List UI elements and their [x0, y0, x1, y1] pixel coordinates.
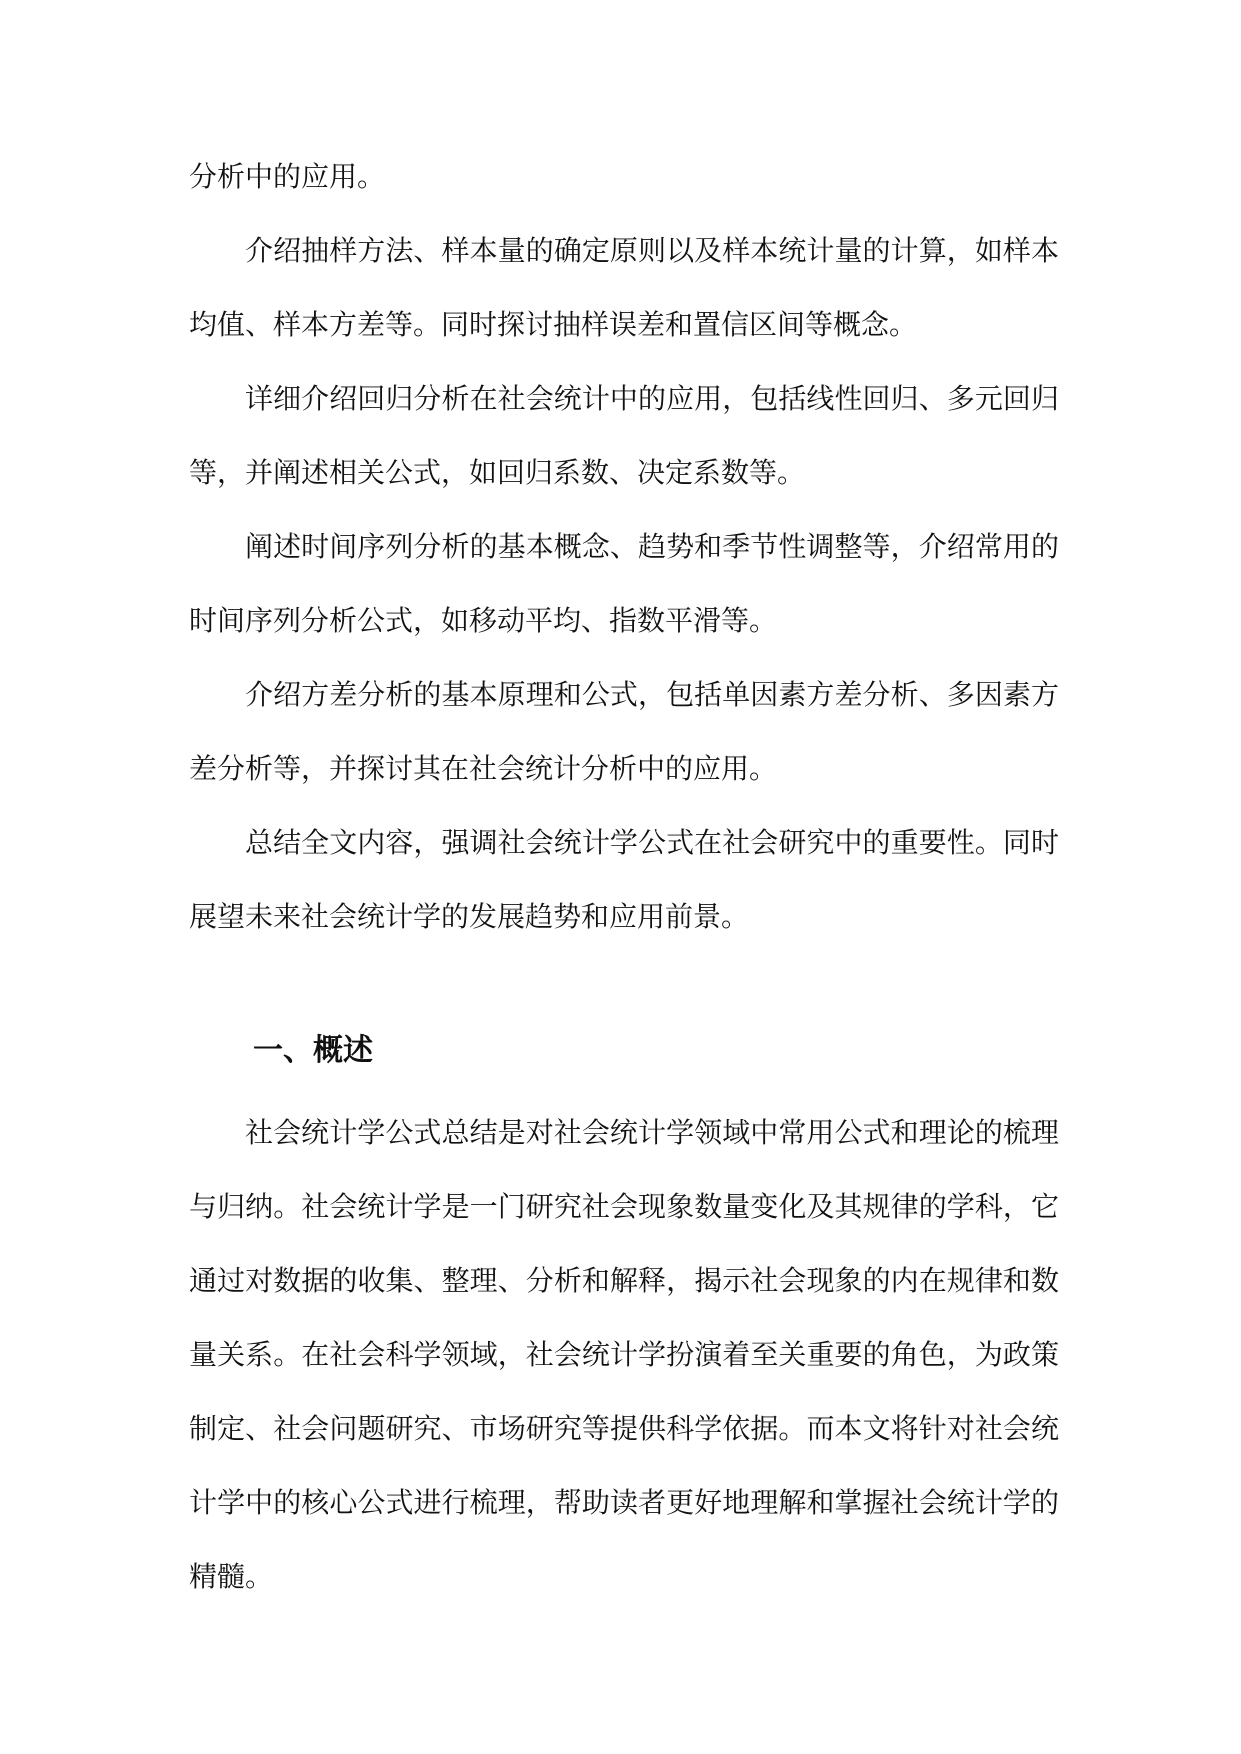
- paragraph-continuation: 分析中的应用。: [189, 160, 386, 193]
- paragraph-summary: 总结全文内容，强调社会统计学公式在社会研究中的重要性。同时展望未来社会统计学的发展趋势和应用前景。: [189, 826, 1059, 933]
- paragraph-overview: 社会统计学公式总结是对社会统计学领域中常用公式和理论的梳理与归纳。社会统计学是一门研究社会现象数量变化及其规律的学科，它通过对数据的收集、整理、分析和解释，揭示社会现象的内在规律和数量关系。在社会科学领域，社会统计学扮演着至关重要的角色，为政策制定、社会问题研究、市场研究等提供科学依据。而本文将针对社会统计学中的核心公式进行梳理，帮助读者更好地理解和掌握社会统计学的精髓。: [189, 1116, 1059, 1593]
- paragraph-time-series: 阐述时间序列分析的基本概念、趋势和季节性调整等，介绍常用的时间序列分析公式，如移动平均、指数平滑等。: [189, 530, 1059, 637]
- section-heading-overview: 一、概述: [253, 1033, 373, 1068]
- paragraph-anova: 介绍方差分析的基本原理和公式，包括单因素方差分析、多因素方差分析等，并探讨其在社会统计分析中的应用。: [189, 678, 1059, 785]
- paragraph-sampling: 介绍抽样方法、样本量的确定原则以及样本统计量的计算，如样本均值、样本方差等。同时探讨抽样误差和置信区间等概念。: [189, 234, 1059, 341]
- document-body: [189, 140, 1059, 1614]
- paragraph-regression: 详细介绍回归分析在社会统计中的应用，包括线性回归、多元回归等，并阐述相关公式，如回归系数、决定系数等。: [189, 382, 1059, 489]
